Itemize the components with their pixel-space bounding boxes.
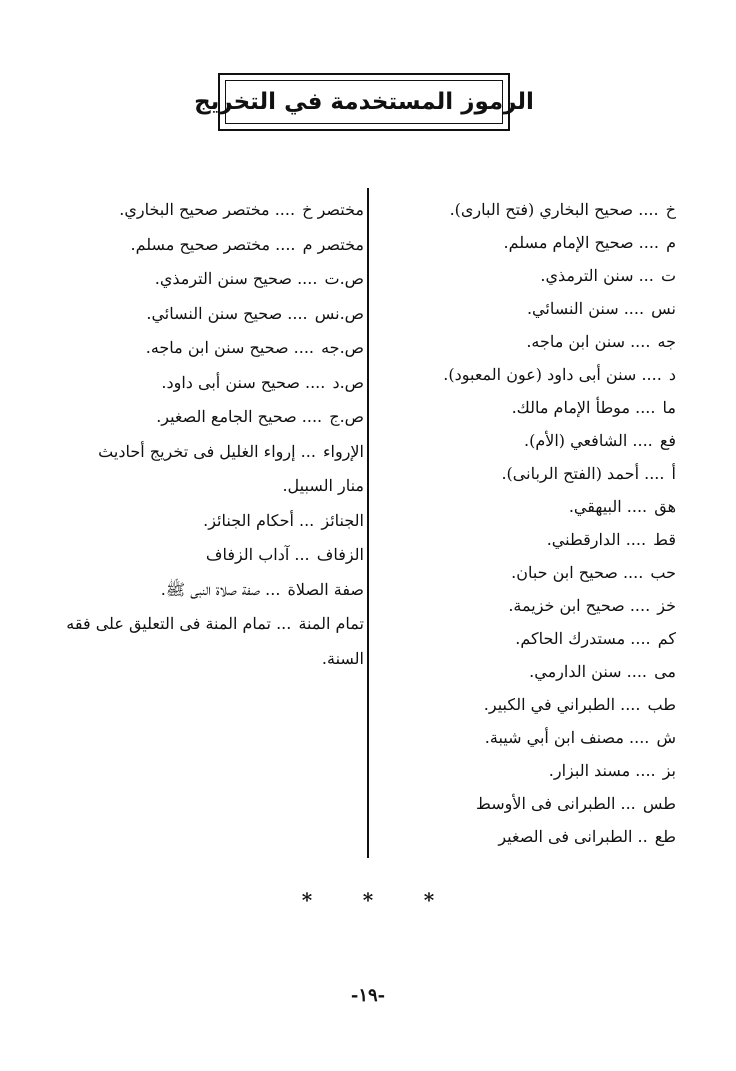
abbreviation-entry: [386, 457, 676, 490]
abbreviation-code: ص.د: [332, 372, 364, 392]
abbreviation-entry: [64, 297, 364, 332]
abbreviation-entry: [64, 504, 364, 539]
abbreviation-source: أحكام الجنائز.: [203, 510, 294, 530]
abbreviation-leader-dots: ...: [299, 510, 315, 530]
abbreviation-code: صفة الصلاة: [287, 579, 364, 599]
abbreviation-entry: [386, 820, 676, 853]
abbreviation-entry: [64, 469, 364, 504]
abbreviation-source: صحيح سنن ابن ماجه.: [145, 338, 289, 357]
abbreviation-code: طب: [647, 695, 676, 714]
abbreviation-source: السنة.: [321, 648, 364, 668]
abbreviation-code: د: [668, 365, 676, 384]
abbreviation-source: منار السبيل.: [282, 476, 364, 495]
abbreviation-leader-dots: ....: [297, 269, 318, 288]
abbreviation-entry: [64, 607, 364, 642]
abbreviation-leader-dots: ....: [626, 497, 648, 516]
abbreviation-code: ص.جه: [321, 338, 364, 357]
abbreviation-leader-dots: ....: [622, 563, 644, 582]
abbreviation-leader-dots: ....: [305, 372, 326, 392]
abbreviation-source: صحيح البخاري (فتح البارى).: [449, 200, 634, 219]
abbreviation-entry: [386, 523, 676, 556]
abbreviation-source: صفة صلاة النبى ﷺ.: [160, 579, 261, 599]
abbreviation-leader-dots: ....: [293, 338, 314, 357]
section-separator: [0, 888, 736, 912]
abbreviation-code: ص.ت: [324, 269, 364, 288]
abbreviation-leader-dots: ....: [623, 299, 645, 318]
abbreviation-code: طس: [642, 794, 676, 813]
abbreviation-entry: [386, 589, 676, 622]
abbreviation-entry: [386, 226, 676, 259]
abbreviation-entry: [386, 721, 676, 754]
abbreviation-leader-dots: ....: [626, 662, 647, 681]
page-number: -١٩-: [350, 985, 386, 1006]
abbreviation-entry: [386, 358, 676, 391]
column-divider: [367, 188, 369, 858]
abbreviation-code: حب: [650, 563, 676, 582]
abbreviation-code: مختصر م: [302, 234, 364, 254]
abbreviation-entry: [386, 622, 676, 655]
abbreviation-leader-dots: ....: [625, 530, 647, 549]
abbreviation-code: الإرواء: [323, 441, 364, 461]
abbreviation-source: إرواء الغليل فى تخريج أحاديث: [98, 441, 296, 461]
abbreviation-source: البيهقي.: [568, 497, 622, 516]
abbreviation-source: صحيح سنن النسائي.: [146, 303, 283, 323]
abbreviation-entry: [386, 655, 676, 688]
abbreviation-leader-dots: ....: [620, 695, 641, 714]
abbreviation-entry: [386, 490, 676, 523]
abbreviation-code: طع: [654, 827, 676, 846]
abbreviation-leader-dots: ...: [276, 614, 292, 633]
abbreviation-code: ما: [662, 398, 676, 417]
abbreviation-code: خ: [665, 200, 676, 219]
abbreviation-leader-dots: ....: [638, 200, 659, 219]
abbreviation-leader-dots: ...: [294, 545, 310, 564]
abbreviation-entry: [386, 292, 676, 325]
left-column-list: [64, 193, 364, 676]
abbreviation-code: نس: [651, 299, 676, 318]
abbreviation-code: الزفاف: [316, 545, 364, 564]
abbreviation-code: كم: [657, 629, 676, 648]
abbreviation-source: الطبراني في الكبير.: [483, 695, 616, 714]
abbreviation-source: سنن أبى داود (عون المعبود).: [443, 365, 637, 384]
abbreviation-code: أ: [671, 464, 676, 483]
abbreviation-entry: [64, 228, 364, 263]
abbreviation-source: تمام المنة فى التعليق على فقه: [66, 614, 271, 633]
abbreviation-leader-dots: ....: [641, 365, 662, 384]
abbreviation-leader-dots: ....: [630, 629, 651, 648]
abbreviation-code: ت: [660, 266, 676, 285]
abbreviation-source: الشافعي (الأم).: [523, 431, 628, 450]
abbreviation-leader-dots: ....: [274, 200, 296, 219]
abbreviation-code: بز: [662, 761, 676, 780]
abbreviation-leader-dots: ....: [638, 233, 659, 252]
abbreviation-source: الطبرانى فى الصغير: [498, 827, 633, 846]
abbreviation-code: ش: [656, 728, 676, 747]
right-column-list: [386, 193, 676, 853]
abbreviation-leader-dots: ....: [275, 234, 296, 254]
abbreviation-source: صحيح سنن أبى داود.: [161, 372, 300, 392]
abbreviation-source: مصنف ابن أبي شيبة.: [484, 728, 624, 747]
abbreviation-source: مختصر صحيح مسلم.: [130, 234, 271, 254]
abbreviation-code: هق: [654, 497, 676, 516]
abbreviation-entry: [64, 435, 364, 470]
abbreviation-leader-dots: ....: [301, 407, 323, 426]
abbreviation-source: صحيح سنن الترمذي.: [154, 269, 292, 288]
abbreviation-entry: [386, 325, 676, 358]
abbreviation-source: مسند البزار.: [548, 761, 631, 780]
abbreviation-source: الطبرانى فى الأوسط: [476, 794, 616, 813]
abbreviation-source: سنن النسائي.: [526, 299, 619, 318]
abbreviation-leader-dots: ..: [637, 827, 648, 846]
abbreviation-entry: [64, 642, 364, 677]
abbreviation-code: ص.ج: [329, 407, 364, 426]
title-box: [194, 73, 534, 131]
abbreviation-code: م: [666, 233, 676, 252]
abbreviation-source: آداب الزفاف: [205, 545, 290, 564]
abbreviation-entry: [64, 331, 364, 366]
abbreviation-entry: [64, 400, 364, 435]
abbreviation-code: الجنائز: [321, 510, 364, 530]
abbreviation-entry: [64, 538, 364, 573]
abbreviation-entry: [386, 754, 676, 787]
abbreviation-source: مستدرك الحاكم.: [515, 629, 626, 648]
abbreviation-entry: [386, 787, 676, 820]
abbreviation-source: الدارقطني.: [546, 530, 621, 549]
abbreviation-leader-dots: ....: [287, 303, 308, 323]
abbreviation-leader-dots: ....: [635, 398, 656, 417]
abbreviation-source: سنن الترمذي.: [540, 266, 634, 285]
abbreviation-source: صحيح ابن خزيمة.: [508, 596, 625, 615]
abbreviation-entry: [64, 262, 364, 297]
abbreviation-leader-dots: ...: [620, 794, 636, 813]
abbreviation-source: أحمد (الفتح الربانى).: [501, 464, 640, 483]
abbreviation-entry: [386, 424, 676, 457]
abbreviation-code: خز: [657, 596, 676, 615]
abbreviation-source: صحيح الجامع الصغير.: [156, 407, 297, 426]
abbreviation-leader-dots: ....: [629, 728, 650, 747]
page-title: الرموز المستخدمة في التخريج: [194, 89, 534, 115]
abbreviation-code: فع: [659, 431, 676, 450]
abbreviation-leader-dots: ....: [635, 761, 656, 780]
abbreviation-source: موطأ الإمام مالك.: [511, 398, 631, 417]
abbreviation-leader-dots: ....: [632, 431, 653, 450]
abbreviation-leader-dots: ....: [644, 464, 665, 483]
abbreviation-code: مختصر خ: [302, 200, 364, 219]
separator-star: *: [423, 888, 435, 912]
abbreviation-code: مى: [654, 662, 676, 681]
abbreviation-code: جه: [657, 332, 676, 351]
abbreviation-code: قط: [653, 530, 676, 549]
abbreviation-code: ص.نس: [314, 303, 364, 323]
abbreviation-entry: [386, 556, 676, 589]
abbreviation-entry: [386, 688, 676, 721]
abbreviation-source: صحيح الإمام مسلم.: [503, 233, 634, 252]
abbreviation-leader-dots: ...: [265, 579, 281, 599]
abbreviation-source: صحيح ابن حبان.: [511, 563, 618, 582]
abbreviation-code: تمام المنة: [298, 614, 364, 633]
abbreviation-entry: [64, 366, 364, 401]
abbreviation-source: مختصر صحيح البخاري.: [119, 200, 270, 219]
abbreviation-entry: [386, 391, 676, 424]
abbreviation-entry: [386, 193, 676, 226]
separator-star: *: [362, 888, 374, 912]
separator-star: *: [301, 888, 313, 912]
abbreviation-entry: [64, 573, 364, 608]
abbreviation-leader-dots: ...: [638, 266, 654, 285]
abbreviation-entry: [64, 193, 364, 228]
abbreviation-source: سنن الدارمي.: [529, 662, 622, 681]
abbreviation-leader-dots: ....: [630, 332, 651, 351]
abbreviation-entry: [386, 259, 676, 292]
abbreviation-source: سنن ابن ماجه.: [526, 332, 625, 351]
abbreviation-leader-dots: ...: [300, 441, 316, 461]
abbreviation-leader-dots: ....: [629, 596, 651, 615]
